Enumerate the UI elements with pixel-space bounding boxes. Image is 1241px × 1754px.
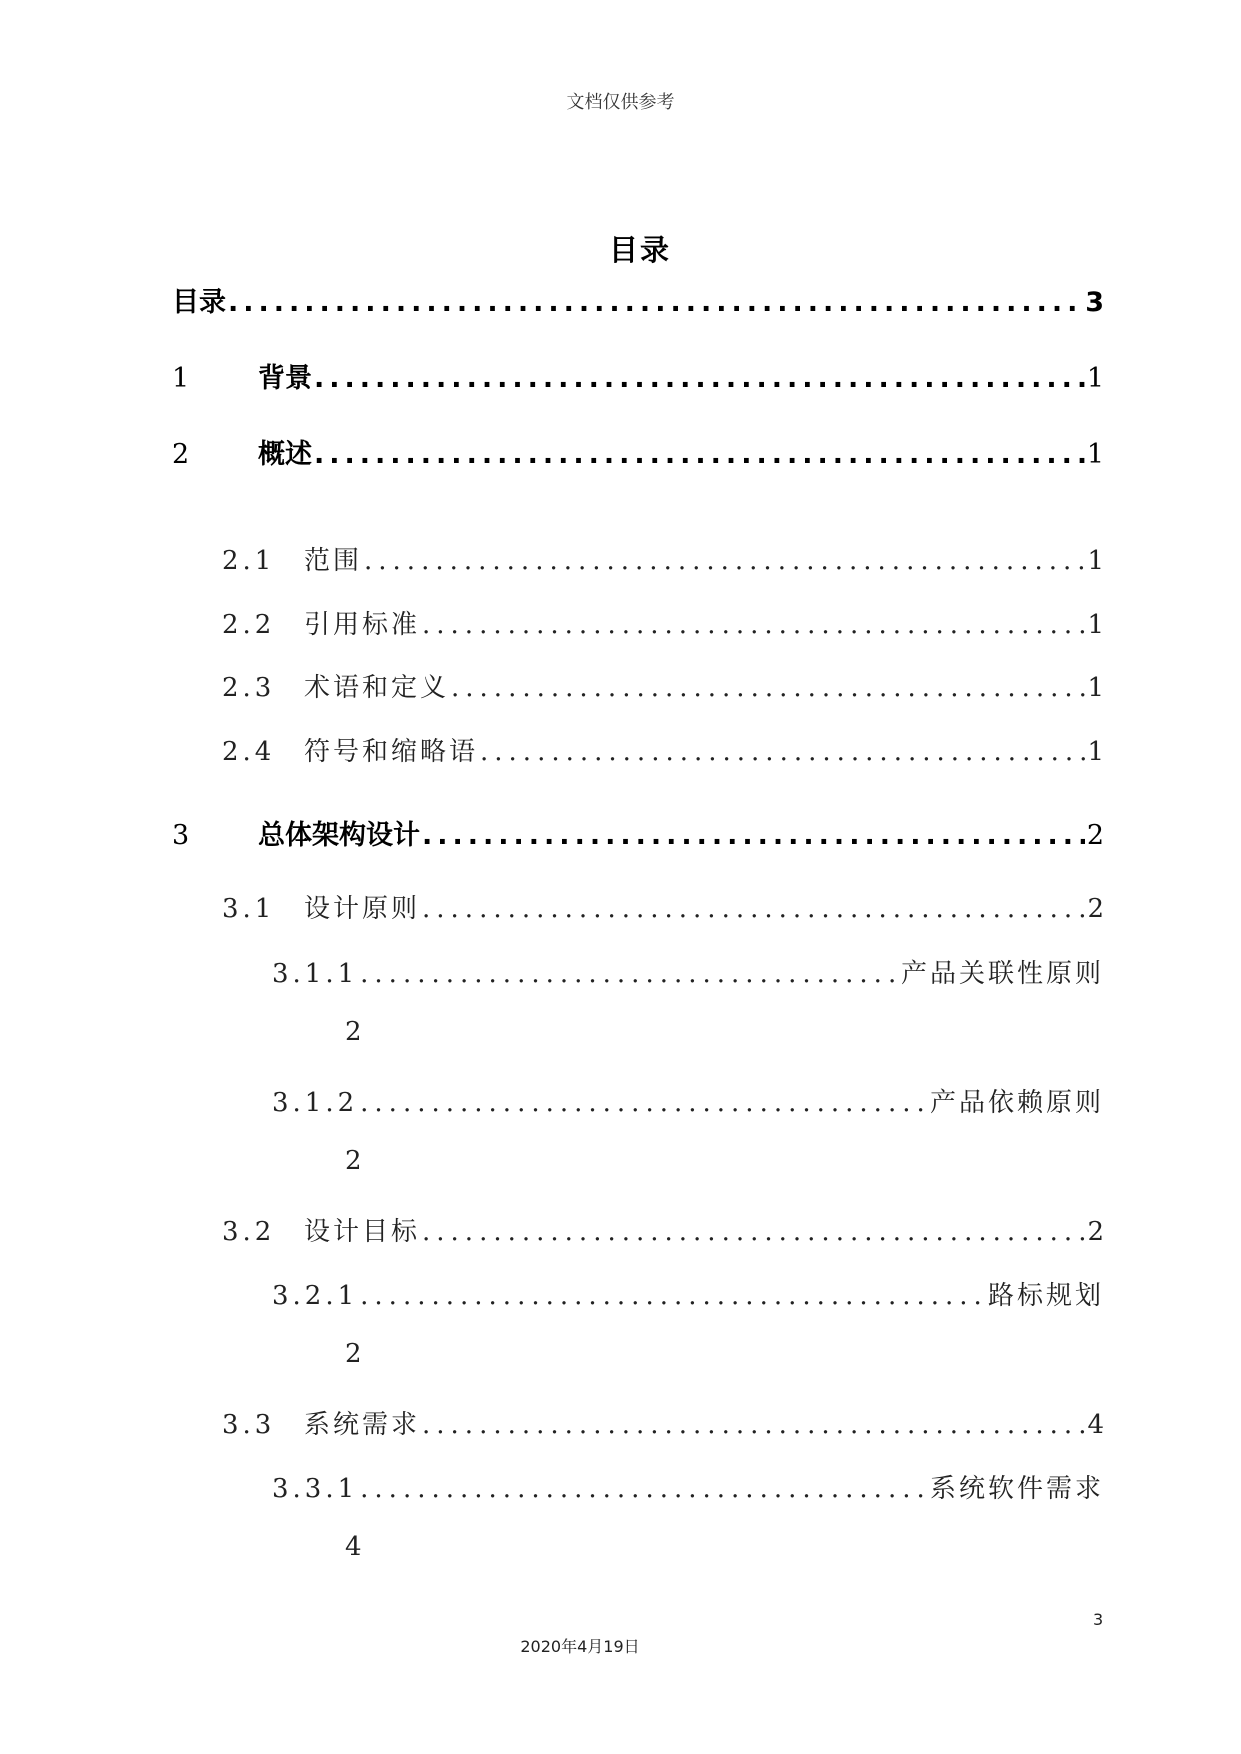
toc-entry-2-4[interactable] xyxy=(222,731,1104,768)
toc-entry-page: 4 xyxy=(1087,1410,1104,1440)
toc-entry-3-1[interactable] xyxy=(222,888,1104,925)
toc-entry-number: 3.1.1 xyxy=(272,959,359,989)
toc-dot-leader xyxy=(451,673,1085,703)
toc-entry-number: 3 xyxy=(172,820,190,851)
toc-dot-leader xyxy=(314,439,1085,470)
page-number: 3 xyxy=(1093,1610,1104,1629)
toc-entry-3-2[interactable] xyxy=(222,1211,1104,1248)
toc-dot-leader xyxy=(422,894,1085,924)
toc-entry-page: 2 xyxy=(1086,820,1104,851)
toc-entry-number: 3.1.2 xyxy=(272,1088,359,1118)
toc-entry-page: 2 xyxy=(1087,894,1104,924)
toc-entry-3-3-1[interactable] xyxy=(272,1468,1104,1505)
toc-entry-number: 2.3 xyxy=(222,673,276,703)
toc-entry-label: 产品关联性原则 xyxy=(900,959,1104,989)
toc-dot-leader xyxy=(228,287,1083,318)
toc-entry-label: 引用标准 xyxy=(304,610,421,640)
toc-entry-number: 1 xyxy=(172,363,190,394)
toc-entry-2-2[interactable] xyxy=(222,604,1104,641)
toc-entry-label: 系统需求 xyxy=(304,1410,421,1440)
toc-entry-number: 3.1 xyxy=(222,894,276,924)
toc-entry-3-1-1[interactable] xyxy=(272,953,1104,990)
toc-entry-page: 1 xyxy=(1087,737,1104,767)
toc-entry-page: 1 xyxy=(1087,673,1104,703)
toc-entry-3[interactable] xyxy=(172,813,1104,852)
toc-entry-number: 3.2 xyxy=(222,1217,276,1247)
toc-entry-2-3[interactable] xyxy=(222,667,1104,704)
toc-entry-number: 2.2 xyxy=(222,610,276,640)
toc-entry-page: 2 xyxy=(345,1146,362,1176)
toc-entry-label: 术语和定义 xyxy=(304,673,450,703)
header-watermark: 文档仅供参考 xyxy=(566,92,675,113)
toc-dot-leader xyxy=(422,1410,1085,1440)
toc-entry-label: 符号和缩略语 xyxy=(304,737,479,767)
toc-dot-leader xyxy=(422,820,1085,851)
toc-entry-2-1[interactable] xyxy=(222,540,1104,577)
toc-dot-leader xyxy=(360,1474,928,1504)
toc-entry-number: 3.3.1 xyxy=(272,1474,359,1504)
toc-entry-contents[interactable] xyxy=(172,280,1104,319)
toc-entry-label: 设计目标 xyxy=(304,1217,421,1247)
toc-entry-page: 1 xyxy=(1087,610,1104,640)
toc-dot-leader xyxy=(422,1217,1085,1247)
toc-entry-3-2-1[interactable] xyxy=(272,1275,1104,1312)
toc-entry-page: 4 xyxy=(345,1532,362,1562)
toc-entry-label: 产品依赖原则 xyxy=(929,1088,1104,1118)
toc-dot-leader xyxy=(480,737,1085,767)
toc-dot-leader xyxy=(364,546,1085,576)
toc-entry-number: 2.1 xyxy=(222,546,276,576)
toc-entry-1[interactable] xyxy=(172,356,1104,395)
toc-dot-leader xyxy=(360,1281,986,1311)
toc-entry-page: 1 xyxy=(1086,439,1104,470)
toc-entry-label: 目录 xyxy=(172,287,226,318)
toc-entry-label: 设计原则 xyxy=(304,894,421,924)
toc-entry-page: 2 xyxy=(1087,1217,1104,1247)
toc-entry-page: 1 xyxy=(1087,546,1104,576)
toc-entry-label: 路标规划 xyxy=(987,1281,1104,1311)
toc-entry-3-1-2[interactable] xyxy=(272,1082,1104,1119)
toc-entry-page: 2 xyxy=(345,1017,362,1047)
toc-entry-3-3[interactable] xyxy=(222,1404,1104,1441)
toc-dot-leader xyxy=(422,610,1085,640)
toc-entry-2[interactable] xyxy=(172,432,1104,471)
toc-entry-page: 2 xyxy=(345,1339,362,1369)
toc-dot-leader xyxy=(360,1088,928,1118)
toc-entry-number: 3.3 xyxy=(222,1410,276,1440)
toc-entry-number: 2.4 xyxy=(222,737,276,767)
toc-entry-number: 2 xyxy=(172,439,190,470)
toc-entry-label: 概述 xyxy=(258,439,312,470)
toc-entry-label: 背景 xyxy=(258,363,312,394)
toc-dot-leader xyxy=(360,959,899,989)
toc-entry-number: 3.2.1 xyxy=(272,1281,359,1311)
toc-heading: 目录 xyxy=(608,233,671,267)
toc-dot-leader xyxy=(314,363,1085,394)
toc-entry-label: 总体架构设计 xyxy=(258,820,420,851)
toc-entry-page: 3 xyxy=(1085,287,1104,318)
toc-entry-label: 范围 xyxy=(304,546,363,576)
footer-date: 2020年4月19日 xyxy=(520,1637,640,1656)
toc-entry-page: 1 xyxy=(1086,363,1104,394)
toc-entry-label: 系统软件需求 xyxy=(929,1474,1104,1504)
